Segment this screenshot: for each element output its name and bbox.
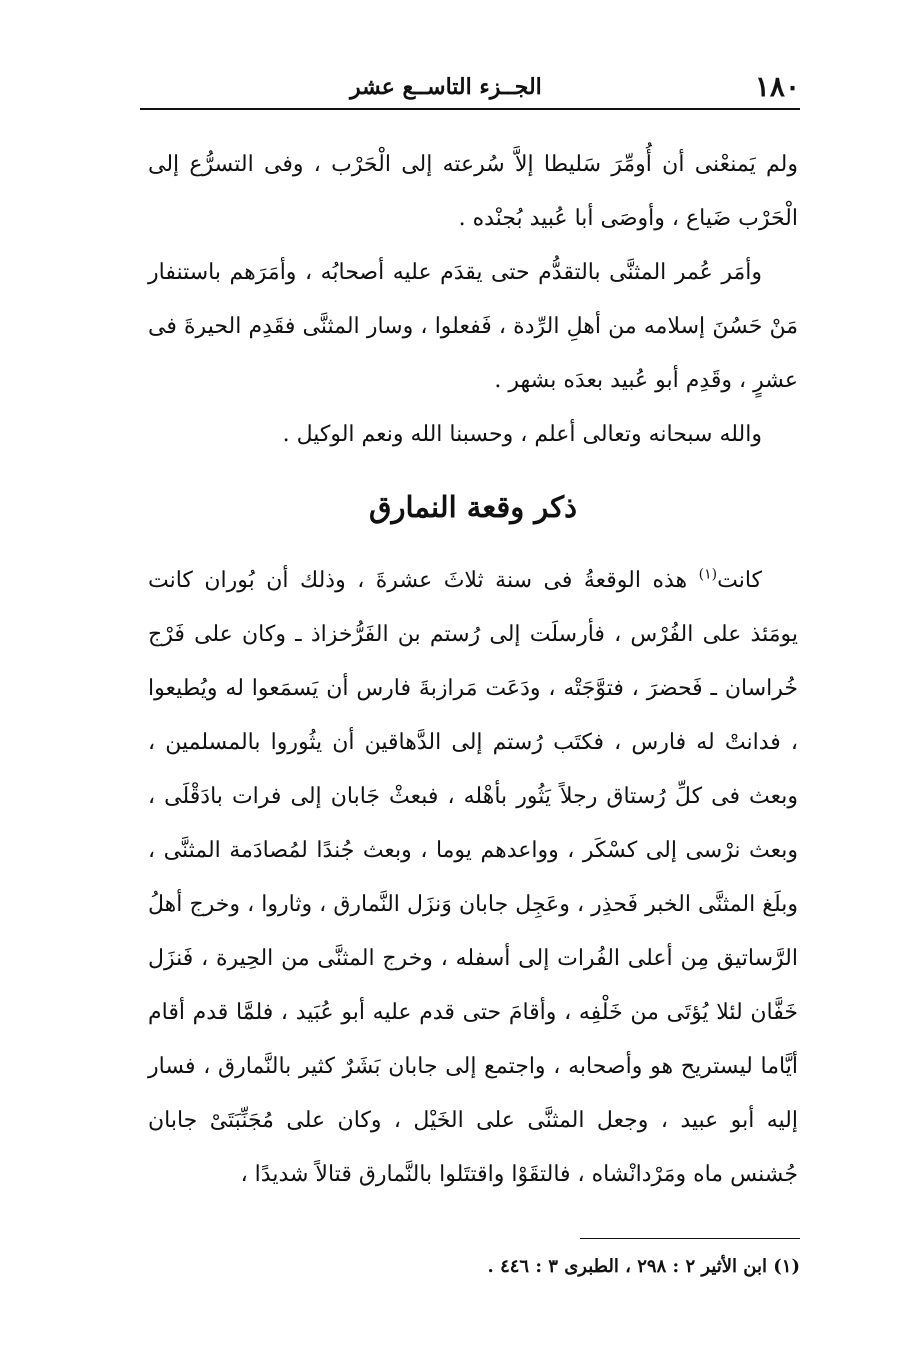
page-number: ١٨٠	[754, 70, 800, 103]
running-title: الجــزء التاســع عشر	[350, 74, 542, 100]
footnote: (١) ابن الأثير ٢ : ٢٩٨ ، الطبرى ٣ : ٤٤٦ .	[487, 1256, 800, 1277]
section-paragraph-body: هذه الوقعةُ فى سنة ثلاثَ عشرةَ ، وذلك أن بُوران كانت يومَئذ على الفُرْس ، فأرسلَت إلى رُستم بن الفَرُّخزاذ ـ وكان على فَرْج خُراسان ـ فَحضرَ ، فتوَّجَتْه ، ودَعَت مَرازبةَ فارس أن يَسمَعوا له ويُطيعوا ، فدانتْ له فارس ، فكتَب رُستم إلى الدَّهاقين أن يثُوروا بالمسلمين ، وبعث فى كلِّ رُستاق رجلاً يَثُور بأهْله ، فبعثْ جَابان إلى فرات بادَقْلَى ، وبعث نرْسى إلى كسْكَر ، وواعدهم يوما ، وبعث جُندًا لمُصادَمة المثنَّى ، وبلَغ المثنَّى الخبر فَحذِر ، وعَجِل جابان وَنزَل النَّمارق ، وثاروا ، وخرج أهلُ الرَّساتيق مِن أعلى الفُرات إلى أسفله ، وخرج المثنَّى من الحِيرة ، فَنزَل خَفَّان لئلا يُؤتَى من خَلْفِه ، وأقامَ حتى قدم عليه أبو عُبَيد ، فلمَّا قدم أقام أيَّاما ليستريح هو وأصحابه ، واجتمع إلى جابان بَشَرٌ كثير بالنَّمارق ، فسار إليه أبو عبيد ، وجعل المثنَّى على الخَيْل ، وكان على مُجَنِّبَتَىْ جابان جُشنس ماه ومَرْدانْشاه ، فالتقَوْا واقتتَلوا بالنَّمارق قتالاً شديدًا ،	[148, 568, 798, 1187]
paragraph-1: ولم يَمنعْنى أن أُومِّرَ سَليطا إلاَّ سُرعته إلى الْحَرْب ، وفى التسرُّع إلى الْحَرْب ضَياع ، وأوصَى أبا عُبيد بُجنْده .	[148, 152, 798, 231]
paragraph-3: والله سبحانه وتعالى أعلم ، وحسبنا الله ونعم الوكيل .	[282, 422, 762, 447]
header-rule	[140, 108, 800, 110]
footnote-rule	[580, 1238, 800, 1239]
section-paragraph-start: كانت	[717, 568, 762, 593]
paragraph-2: وأمَر عُمر المثنَّى بالتقدُّم حتى يقدَم عليه أصحابُه ، وأمَرَهم باستنفار مَنْ حَسُنَ إسلامه من أهلِ الرِّدة ، فَفعلوا ، وسار المثنَّى فقَدِم الحيرةَ فى عشرٍ ، وقَدِم أبو عُبيد بعدَه بشهر .	[148, 260, 798, 393]
section-paragraph	[148, 554, 798, 1202]
main-text	[148, 138, 798, 1202]
section-heading: ذكر وقعة النمارق	[368, 490, 578, 524]
footnote-reference: (١)	[698, 566, 718, 583]
page-header	[140, 70, 800, 104]
